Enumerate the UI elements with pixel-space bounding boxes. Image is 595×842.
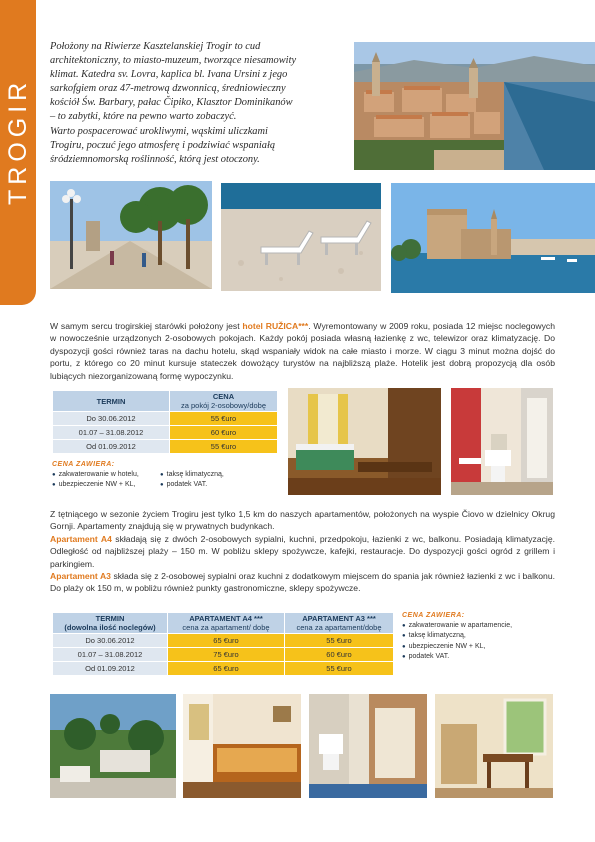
row-termin: Od 01.09.2012 [53,440,170,454]
includes-item: ● taksę klimatyczną, [402,631,552,642]
intro-line: kościół Św. Barbary, pałac Čipiko, Klasztor Dominikanów [50,97,293,109]
hotel-price-table [52,390,278,454]
photo-kamerlengo-fortress [391,183,595,293]
table-row [53,426,278,440]
apartments-intro: Z tętniącego w sezonie życiem Trogiru jest tylko 1,5 km do naszych apartamentów, położonych na wyspie Čiovo w dzielnicy Okrug Gornji. Apartamenty znajdują się w prywatnych budynkach. [50,509,555,532]
row-price-a4: 75 €uro [168,648,285,662]
photo-trogir-aerial [354,42,595,170]
hotel-lead: W samym sercu trogirskiej starówki położony jest [50,321,243,331]
row-termin: Do 30.06.2012 [53,634,168,648]
row-termin: Od 01.09.2012 [53,662,168,676]
includes-item: ● zakwaterowanie w hotelu, [52,470,160,481]
apartment-a3-text: składa się z 2-osobowej sypialni oraz kuchni z dodatkowym miejscem do spania jak również łazienki z wc i balkonu. Do plaży ok 150 m, w pobliżu również punkty gastronomiczne, sklepy spożywcze. [50,571,556,594]
photo-beach-chairs [221,183,381,291]
row-price: 60 €uro [170,426,278,440]
hotel-text: . Wyremontowany w 2009 roku, posiada 12 miejsc noclegowych w nowocześnie urządzonych 2-osobowych pokojach. Każdy pokój posiada własną łazienkę z wc, telewizor oraz klimatyzację. Do dyspozycji gości również taras na dachu hotelu, skąd wspaniały widok na całe miasto i morze. W ciągu 3 minut można dojść do portu, z którego co 20 minut kursuje stateczek dowożący turystów na najbliższą plaże. Hotelik jest dobrą propozycją dla osób lubiących niezorganizowaną formę wypoczynku. [50,321,555,381]
intro-line: Warto pospacerować urokliwymi, wąskimi uliczkami [50,125,268,137]
table-row [53,412,278,426]
apartment-a4-text: składają się z dwóch 2-osobowych sypialni, kuchni, przedpokoju, łazienki z wc, balkonu. Posiadają klimatyzację. Odległość od najbliższej plaży – 150 m. W pobliżu sklepy spożywcze, kafejki, restauracje. Do dyspozycji gości ogród z grillem i parkingiem. [50,533,555,569]
includes-item: ● ubezpieczenie NW + KL, [402,642,552,653]
row-termin: Do 30.06.2012 [53,412,170,426]
apartment-includes [402,611,552,663]
includes-header: CENA ZAWIERA: [402,612,465,619]
intro-line: Trogiru, poczuć jego atmosferę i podziwiać wspaniałą [50,139,276,151]
includes-header: CENA ZAWIERA: [52,461,115,468]
apartment-price-table [52,612,394,676]
row-price: 55 €uro [170,412,278,426]
col-cena: CENA za pokój 2-osobowy/dobę [170,391,278,412]
svg-text:TROGIR: TROGIR [4,77,32,205]
col-a3: APARTAMENT A3 *** cena za apartament/dobę [285,613,394,634]
apartment-a3-name: Apartament A3 [50,571,111,582]
row-termin: 01.07 – 31.08.2012 [53,426,170,440]
intro-line: Położony na Riwierze Kasztelanskiej Trogir to cud [50,41,261,52]
includes-item: ● zakwaterowanie w apartamencie, [402,621,552,632]
hotel-description [50,320,555,382]
row-price-a3: 55 €uro [285,634,394,648]
row-price-a4: 65 €uro [168,634,285,648]
photo-apartment-kitchen [435,694,553,798]
row-termin: 01.07 – 31.08.2012 [53,648,168,662]
table-row [53,440,278,454]
col-termin: TERMIN (dowolna ilość noclegów) [53,613,168,634]
photo-apartment-bedroom [183,694,301,798]
intro-line: architektoniczny, to miasto-muzeum, tworzące niesamowity [50,55,297,67]
intro-line: – to zabytki, które na pewno warto zobaczyć. [50,111,237,123]
table-row [53,634,394,648]
photo-apartment-terrace [50,694,176,798]
hotel-name: hotel RUŽICA*** [242,321,309,331]
photo-hotel-bathroom [451,388,553,495]
includes-item: ● podatek VAT. [402,652,552,663]
row-price-a4: 65 €uro [168,662,285,676]
includes-item: ● podatek VAT. [160,480,224,491]
row-price-a3: 55 €uro [285,662,394,676]
includes-item: ● ubezpieczenie NW + KL, [52,480,160,491]
table-row [53,648,394,662]
hotel-includes [52,460,278,491]
intro-line: sarkofgiem oraz 47-metrową dzwonnicą, średniowieczny [50,83,286,95]
table-row [53,662,394,676]
intro-line: klimat. Katedra sv. Lovra, kaplica bl. Ivana Ursini z jego [50,69,288,81]
photo-promenade [50,181,212,289]
intro-text [50,40,350,167]
col-a4: APARTAMENT A4 *** cena za apartament/ dobę [168,613,285,634]
side-tab [0,0,36,305]
includes-item: ● taksę klimatyczną, [160,470,224,481]
apartment-a4-name: Apartament A4 [50,533,112,544]
row-price: 55 €uro [170,440,278,454]
row-price-a3: 60 €uro [285,648,394,662]
apartments-description [50,508,555,595]
photo-apartment-bathroom [309,694,427,798]
photo-hotel-room [288,388,441,495]
col-termin: TERMIN [53,391,170,412]
side-title [4,20,32,210]
intro-line: śródziemnomorską roślinność, którą jest otoczony. [50,153,260,165]
